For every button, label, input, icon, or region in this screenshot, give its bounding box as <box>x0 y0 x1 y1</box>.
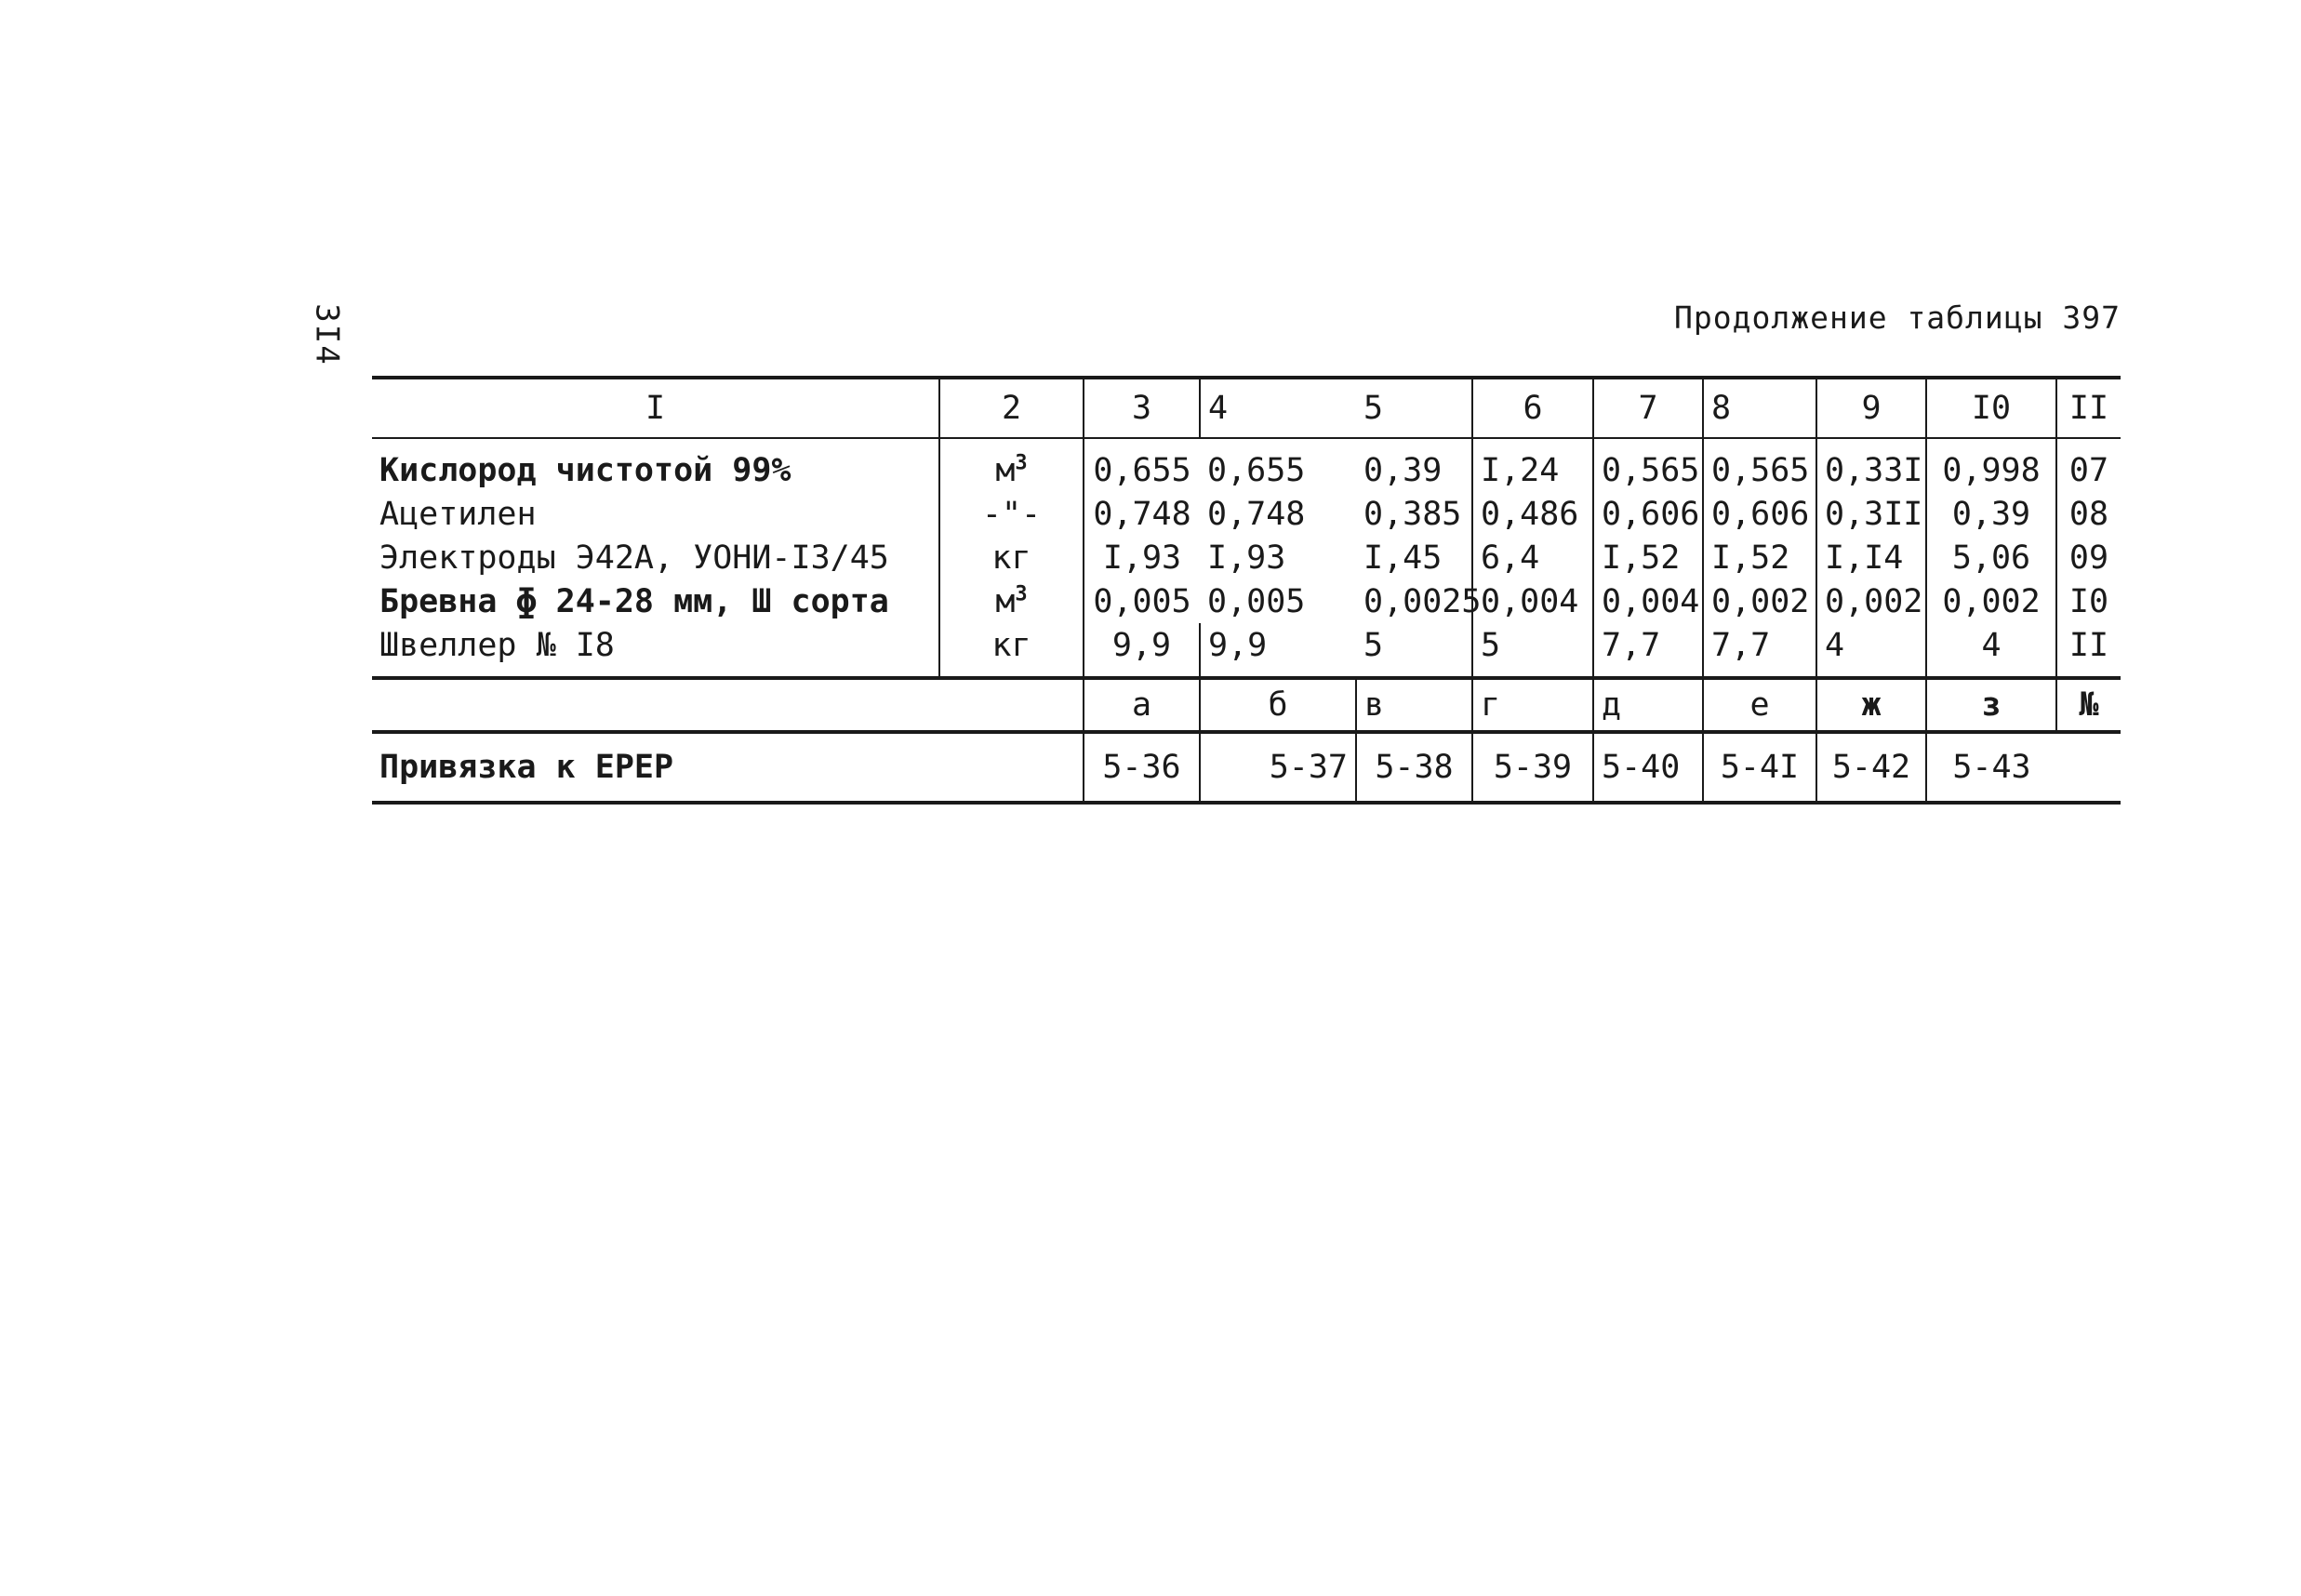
value-cell: 08 <box>2056 492 2121 536</box>
resource-name: Швеллер № I8 <box>379 626 615 664</box>
reference-value: 5-36 <box>1084 732 1200 803</box>
table-row <box>372 536 2121 579</box>
reference-value: 5-38 <box>1356 732 1472 803</box>
empty-cell <box>939 678 1084 732</box>
resource-name: Бревна ɸ 24-28 мм, Ш сорта <box>379 582 889 620</box>
value-cell: 4 <box>1816 623 1926 678</box>
value-cell: 0,005 <box>1084 579 1200 623</box>
column-header: 7 <box>1593 378 1703 438</box>
column-header: II <box>2056 378 2121 438</box>
letter-row <box>372 678 2121 732</box>
unit-cell <box>939 438 1084 492</box>
value-cell: 9,9 <box>1084 623 1200 678</box>
unit-cell: кг <box>939 536 1084 579</box>
value-cell: 0,005 <box>1207 582 1306 620</box>
value-cell: 4 <box>1926 623 2056 678</box>
data-table <box>372 376 2121 805</box>
value-cell: I,93 <box>1207 539 1286 577</box>
variant-letter: г <box>1472 678 1593 732</box>
value-cell: 0,004 <box>1472 579 1593 623</box>
value-cell: I,I4 <box>1816 536 1926 579</box>
value-cell: 0,3II <box>1816 492 1926 536</box>
table-row <box>372 438 2121 492</box>
value-cell: 0,0025 <box>1363 582 1482 620</box>
unit-base: м <box>995 451 1016 489</box>
value-cell: 0,004 <box>1593 579 1703 623</box>
empty-cell <box>372 678 939 732</box>
variant-letter: д <box>1593 678 1703 732</box>
value-cell: 0,998 <box>1926 438 2056 492</box>
unit-cell <box>939 579 1084 623</box>
value-cell: 5 <box>1363 626 1384 664</box>
reference-value: 5-39 <box>1472 732 1593 803</box>
column-header: I0 <box>1926 378 2056 438</box>
column-header: 9 <box>1816 378 1926 438</box>
data-table-container <box>372 376 2121 805</box>
column-header: 3 <box>1084 378 1200 438</box>
value-cell: 0,486 <box>1472 492 1593 536</box>
reference-value: 5-42 <box>1816 732 1926 803</box>
value-cell: I,45 <box>1363 539 1443 577</box>
column-header: I <box>372 378 939 438</box>
column-header: 2 <box>939 378 1084 438</box>
reference-value: 5-40 <box>1593 732 1703 803</box>
table-row <box>372 623 2121 678</box>
value-cell: 0,565 <box>1593 438 1703 492</box>
resource-name: Кислород чистотой 99% <box>379 451 791 489</box>
variant-letter: в <box>1356 678 1472 732</box>
table-caption: Продолжение таблицы 397 <box>1674 299 2121 336</box>
column-header: 6 <box>1472 378 1593 438</box>
value-cell: 0,002 <box>1816 579 1926 623</box>
value-cell: 5 <box>1472 623 1593 678</box>
value-cell: 09 <box>2056 536 2121 579</box>
value-cell: I,52 <box>1703 536 1816 579</box>
variant-letter: б <box>1200 678 1356 732</box>
unit-cell: -"- <box>939 492 1084 536</box>
reference-value: 5-37 <box>1200 732 1356 803</box>
value-cell: 6,4 <box>1472 536 1593 579</box>
value-cell: 0,606 <box>1703 492 1816 536</box>
reference-value: 5-4I <box>1703 732 1816 803</box>
value-cell: 7,7 <box>1703 623 1816 678</box>
value-cell: 0,748 <box>1207 495 1306 533</box>
value-cell: 9,9 <box>1200 623 1356 678</box>
value-cell: 7,7 <box>1593 623 1703 678</box>
page-number: 3I4 <box>308 303 346 366</box>
unit-superscript: 3 <box>1015 581 1028 605</box>
variant-letter: з <box>1926 678 2056 732</box>
variant-letter: № <box>2056 678 2121 732</box>
value-cell: I0 <box>2056 579 2121 623</box>
value-cell: I,52 <box>1593 536 1703 579</box>
value-cell: I,24 <box>1472 438 1593 492</box>
column-header: 8 <box>1703 378 1816 438</box>
reference-value: 5-43 <box>1926 732 2056 803</box>
value-cell: 5,06 <box>1926 536 2056 579</box>
column-header: 4 <box>1200 378 1356 438</box>
unit-cell: кг <box>939 623 1084 678</box>
value-cell: 0,385 <box>1363 495 1462 533</box>
unit-superscript: 3 <box>1015 450 1028 474</box>
value-cell: 0,655 <box>1084 438 1200 492</box>
reference-label: Привязка к ЕРЕР <box>379 749 674 786</box>
table-row <box>372 579 2121 623</box>
value-cell: 0,748 <box>1084 492 1200 536</box>
empty-cell <box>939 732 1084 803</box>
value-cell: 0,565 <box>1703 438 1816 492</box>
value-cell: 0,606 <box>1593 492 1703 536</box>
variant-letter: е <box>1703 678 1816 732</box>
reference-row <box>372 732 2121 803</box>
table-row <box>372 492 2121 536</box>
unit-base: м <box>995 582 1016 620</box>
variant-letter: ж <box>1816 678 1926 732</box>
column-header: 5 <box>1356 378 1472 438</box>
value-cell: 0,33I <box>1816 438 1926 492</box>
value-cell: 0,002 <box>1703 579 1816 623</box>
value-cell: II <box>2056 623 2121 678</box>
header-row <box>372 378 2121 438</box>
resource-name: Электроды Э42А, УОНИ-I3/45 <box>379 539 889 577</box>
empty-cell <box>2056 732 2121 803</box>
value-cell: 0,39 <box>1926 492 2056 536</box>
value-cell: 0,39 <box>1363 451 1443 489</box>
value-cell: 0,002 <box>1926 579 2056 623</box>
resource-name: Ацетилен <box>379 495 537 533</box>
value-cell: 07 <box>2056 438 2121 492</box>
value-cell: I,93 <box>1084 536 1200 579</box>
value-cell: 0,655 <box>1207 451 1306 489</box>
variant-letter: а <box>1084 678 1200 732</box>
